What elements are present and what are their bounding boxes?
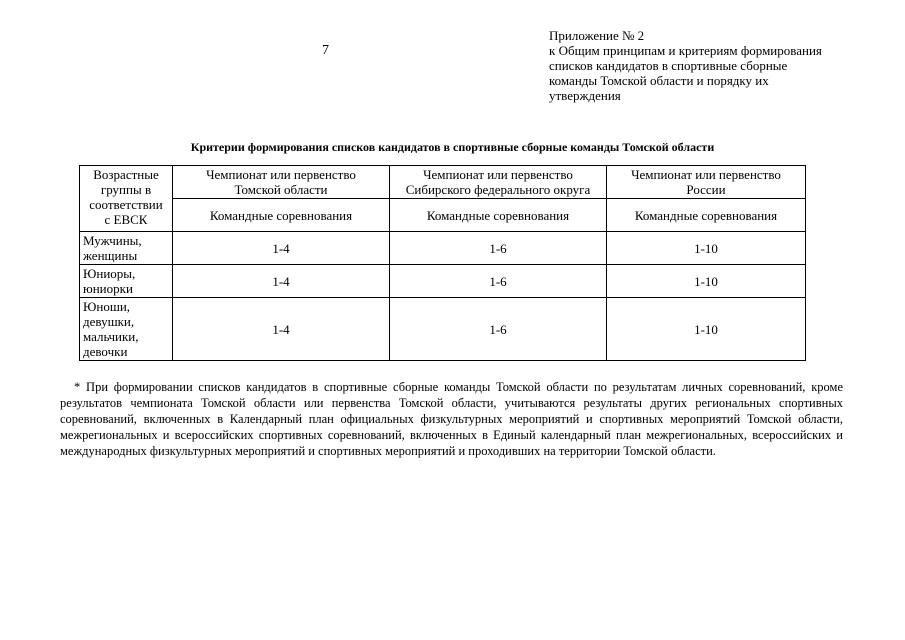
appendix-line: команды Томской области и порядку их bbox=[549, 73, 769, 88]
age-group-line: Юноши, bbox=[83, 299, 131, 314]
appendix-line: списков кандидатов в спортивные сборные bbox=[549, 58, 788, 73]
table-row bbox=[80, 232, 806, 265]
header-line: Сибирского федерального округа bbox=[405, 182, 591, 197]
header-line: Чемпионат или первенство bbox=[423, 167, 573, 182]
header-line: Чемпионат или первенство bbox=[206, 167, 356, 182]
value-cell: 1-10 bbox=[607, 265, 806, 298]
age-group-header bbox=[80, 166, 173, 232]
appendix-line: утверждения bbox=[549, 88, 621, 103]
appendix-line: к Общим принципам и критериям формирования bbox=[549, 43, 822, 58]
age-group-line: Мужчины, bbox=[83, 233, 142, 248]
age-group-header-line: соответствии bbox=[89, 197, 163, 212]
table-title: Критерии формирования списков кандидатов в спортивные сборные команды Томской области bbox=[190, 140, 715, 154]
age-group-header-line: с ЕВСК bbox=[104, 212, 148, 227]
age-group-cell bbox=[80, 298, 173, 361]
value-cell: 1-6 bbox=[390, 265, 607, 298]
table-row bbox=[80, 298, 806, 361]
age-group-line: девочки bbox=[83, 344, 128, 359]
age-group-line: девушки, bbox=[83, 314, 135, 329]
value-cell: 1-4 bbox=[173, 265, 390, 298]
value-cell: 1-10 bbox=[607, 298, 806, 361]
header-line: России bbox=[686, 182, 726, 197]
header-line: Томской области bbox=[234, 182, 328, 197]
value-cell: 1-6 bbox=[390, 232, 607, 265]
age-group-cell bbox=[80, 232, 173, 265]
appendix-header bbox=[549, 28, 869, 103]
age-group-line: женщины bbox=[83, 248, 138, 263]
header-line: Чемпионат или первенство bbox=[631, 167, 781, 182]
appendix-line: Приложение № 2 bbox=[549, 28, 645, 43]
header-siberian bbox=[390, 166, 607, 199]
subheader-team: Командные соревнования bbox=[607, 199, 806, 232]
age-group-line: мальчики, bbox=[83, 329, 139, 344]
age-group-header-line: Возрастные bbox=[93, 167, 159, 182]
subheader-team: Командные соревнования bbox=[173, 199, 390, 232]
value-cell: 1-4 bbox=[173, 298, 390, 361]
age-group-line: Юниоры, bbox=[83, 266, 136, 281]
page-number: 7 bbox=[322, 43, 329, 58]
value-cell: 1-4 bbox=[173, 232, 390, 265]
age-group-header-line: группы в bbox=[100, 182, 152, 197]
subheader-team: Командные соревнования bbox=[390, 199, 607, 232]
value-cell: 1-10 bbox=[607, 232, 806, 265]
value-cell: 1-6 bbox=[390, 298, 607, 361]
header-russia bbox=[607, 166, 806, 199]
footnote: * При формировании списков кандидатов в спортивные сборные команды Томской области по результатам личных соревнований, кроме результатов чемпионата Томской области или первенства Томской области, учитываются результаты других региональных спортивных соревнований, включенных в Календарный план официальных физкультурных мероприятий и спортивных мероприятий Томской области, межрегиональных и всероссийских спортивных соревнований, включенных в Единый календарный план межрегиональных, всероссийских и международных физкультурных мероприятий и спортивных мероприятий и проходивших на территории Томской области. bbox=[60, 380, 843, 458]
criteria-table bbox=[79, 165, 806, 361]
age-group-cell bbox=[80, 265, 173, 298]
age-group-line: юниорки bbox=[83, 281, 133, 296]
header-tomsk bbox=[173, 166, 390, 199]
table-row bbox=[80, 265, 806, 298]
